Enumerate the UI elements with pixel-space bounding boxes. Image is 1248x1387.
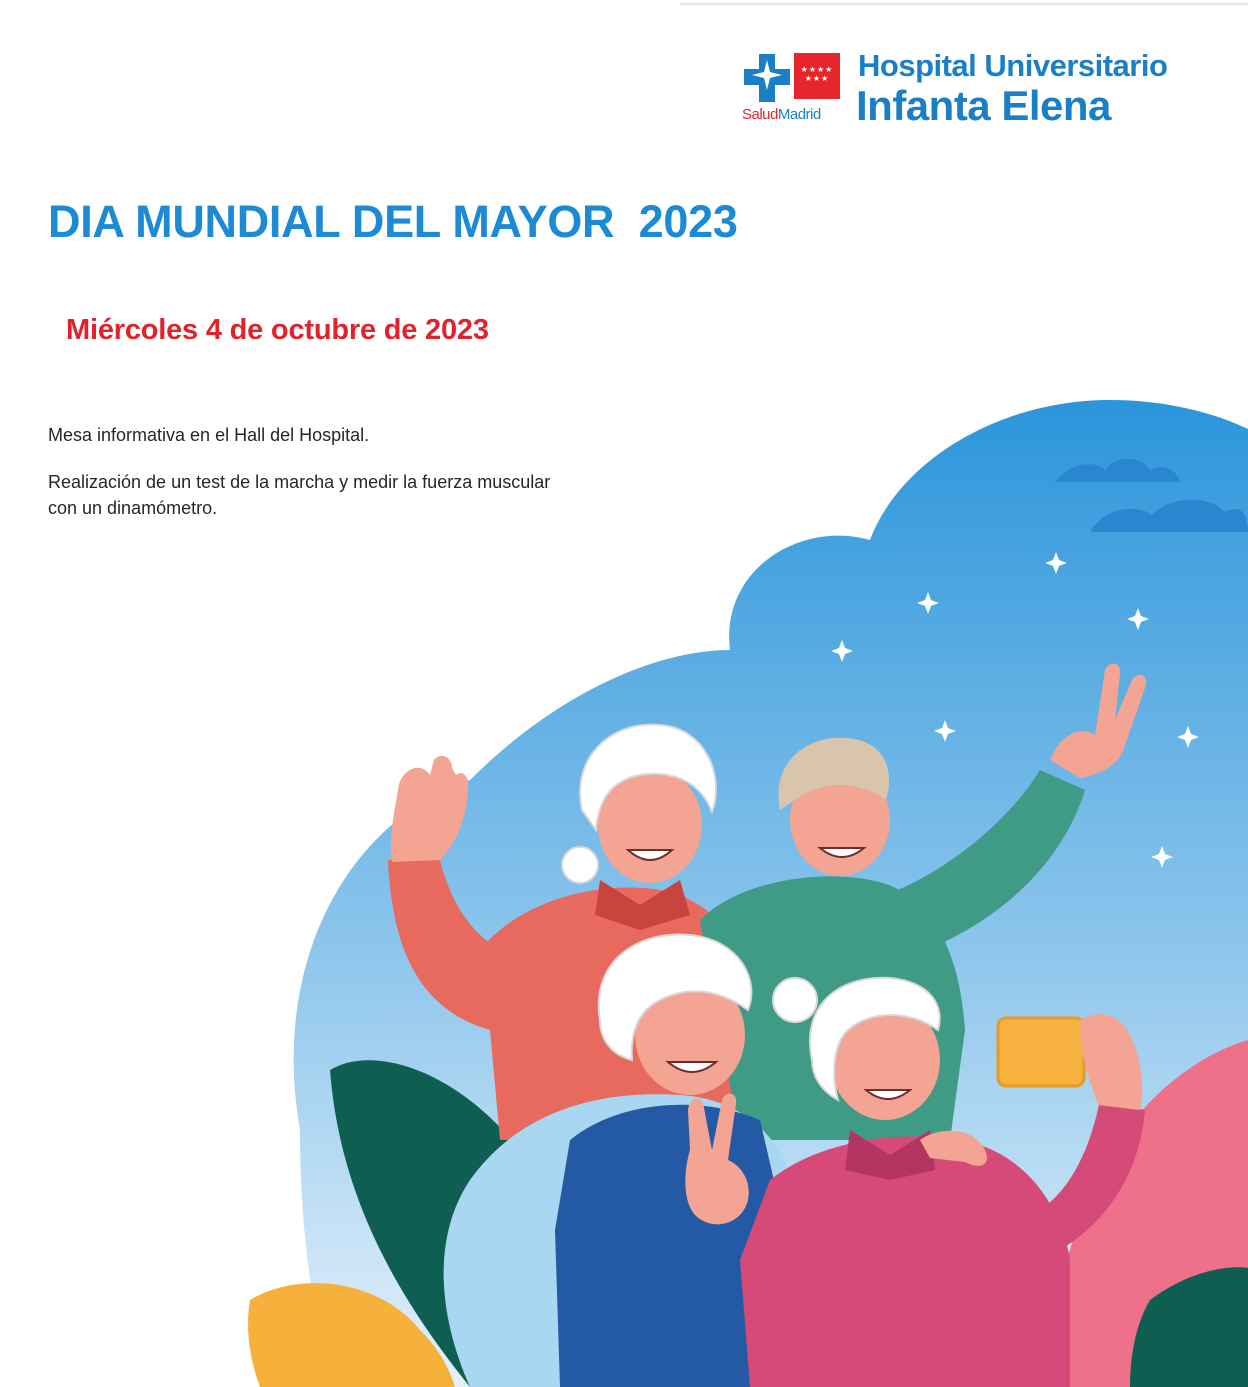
woman2-bun: [773, 978, 817, 1022]
info-paragraph-2: Realización de un test de la marcha y medir la fuerza muscular con un dinamómetro.: [48, 472, 551, 518]
seniors-selfie-illustration: [240, 380, 1248, 1387]
page-title: DIA MUNDIAL DEL MAYOR 2023: [48, 196, 738, 247]
medical-cross-icon: [742, 52, 792, 104]
madrid-flag-icon: [794, 53, 840, 99]
hospital-logo: [740, 48, 1210, 128]
flag-stars: ★★★★ ★★★: [800, 65, 834, 83]
top-divider: [680, 3, 1248, 5]
salud-text: Salud: [742, 106, 778, 123]
hospital-name-line1: Hospital Universitario: [858, 48, 1168, 83]
info-paragraph-1: Mesa informativa en el Hall del Hospital.: [48, 425, 370, 445]
madrid-text: Madrid: [777, 106, 821, 123]
woman1-bun: [562, 847, 598, 883]
hospital-name-line2: Infanta Elena: [856, 82, 1111, 129]
smartphone-icon: [998, 1018, 1084, 1086]
event-date: Miércoles 4 de octubre de 2023: [66, 314, 489, 346]
salud-madrid-wordmark: [742, 106, 821, 123]
